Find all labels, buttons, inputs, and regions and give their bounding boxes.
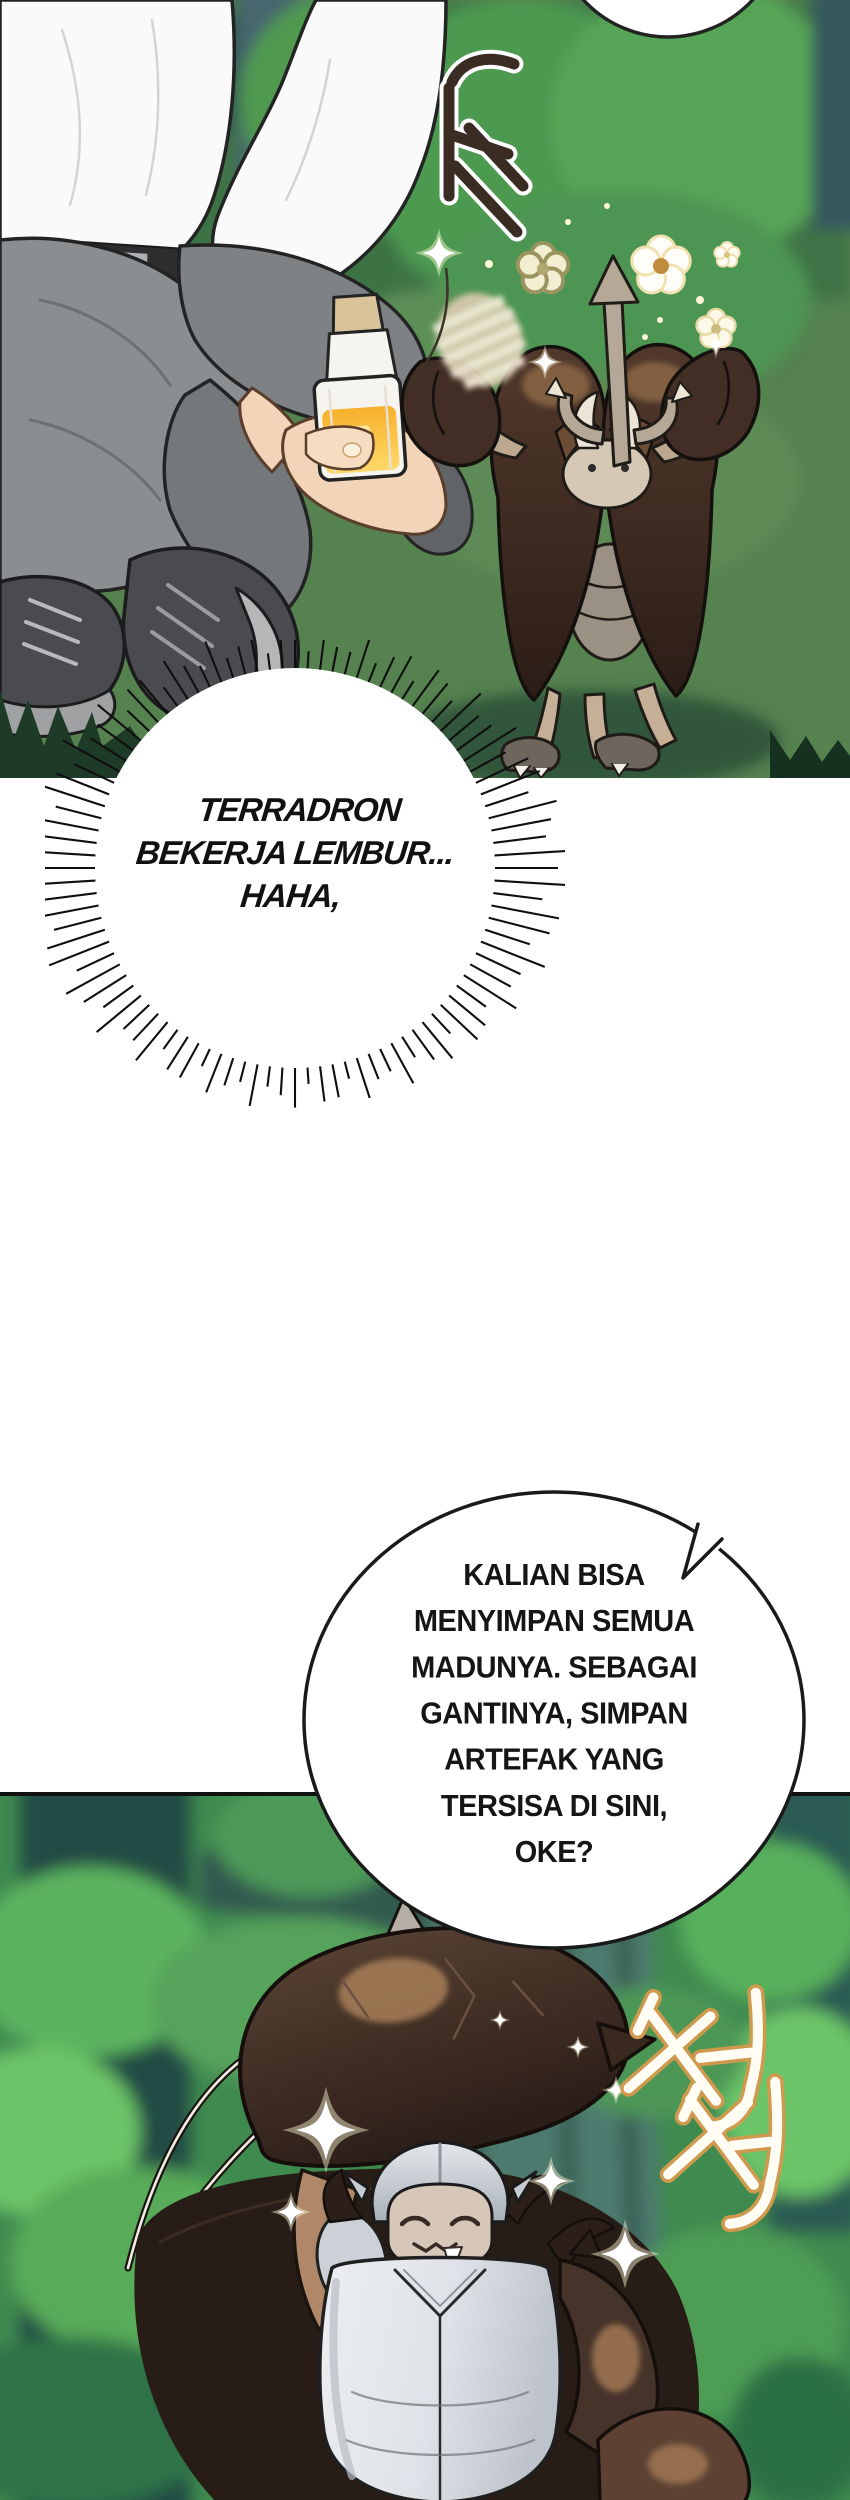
- bubble2-line: TERSISA DI SINI,: [440, 1789, 668, 1824]
- speech-bubble-round-text: [304, 1552, 804, 1875]
- creature-head: [563, 440, 651, 508]
- bubble2-line: MENYIMPAN SEMUA: [413, 1604, 695, 1639]
- beetle-face: [388, 2184, 492, 2268]
- bubble1-line: TERRADRON: [196, 791, 403, 828]
- finger: [306, 427, 374, 470]
- bubble2-line: GANTINYA, SIMPAN: [420, 1697, 688, 1731]
- bubble1-line: HAHA,: [238, 877, 343, 914]
- bubble1-line: BEKERJA LEMBUR...: [134, 834, 456, 871]
- bubble2-line: KALIAN BISA: [463, 1558, 645, 1593]
- bubble2-line: ARTEFAK YANG: [444, 1743, 664, 1777]
- speech-bubble-burst-text: [88, 788, 502, 917]
- bubble2-line: MADUNYA. SEBAGAI: [411, 1651, 697, 1685]
- bubble2-line: OKE?: [514, 1835, 594, 1870]
